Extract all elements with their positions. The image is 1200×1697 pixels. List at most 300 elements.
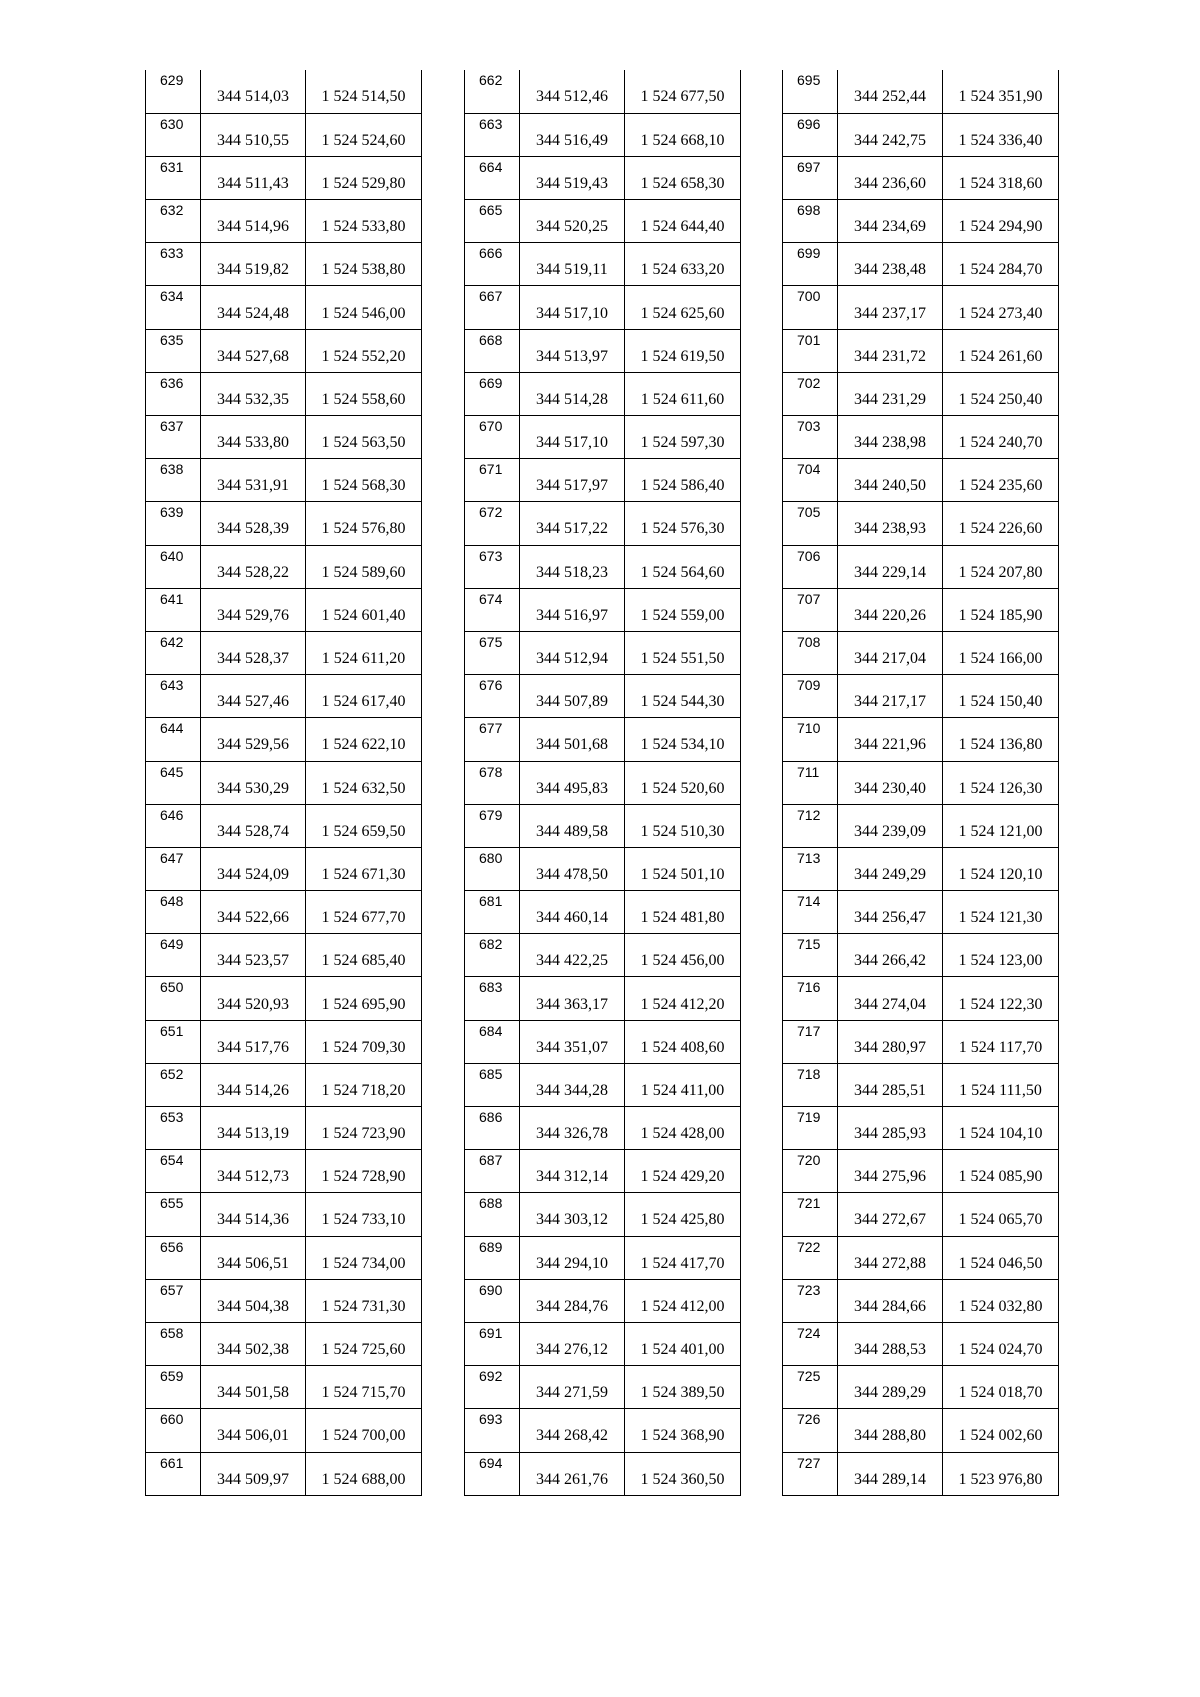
x-coordinate-text: 344 513,19 <box>217 1125 289 1143</box>
point-number-text: 637 <box>160 418 184 434</box>
point-number-cell <box>783 1236 838 1279</box>
point-number-text: 664 <box>479 158 503 175</box>
point-number-cell <box>146 631 201 674</box>
y-coordinate-text: 1 524 336,40 <box>958 131 1043 149</box>
y-coordinate-cell <box>943 286 1059 329</box>
x-coordinate-cell <box>201 1366 306 1409</box>
point-number-cell <box>146 416 201 459</box>
x-coordinate-text: 344 529,76 <box>217 606 289 624</box>
point-number-text: 692 <box>479 1368 503 1385</box>
x-coordinate-text: 344 532,35 <box>217 390 289 408</box>
point-number-text: 633 <box>160 245 184 262</box>
y-coordinate-cell <box>943 1193 1059 1236</box>
point-number-text: 656 <box>160 1238 184 1255</box>
x-coordinate-cell <box>520 545 625 588</box>
x-coordinate-cell <box>838 416 943 459</box>
y-coordinate-text: 1 524 546,00 <box>321 304 406 322</box>
point-number-cell <box>783 675 838 718</box>
y-coordinate-cell <box>943 1322 1059 1365</box>
point-number-text: 711 <box>797 763 820 780</box>
y-coordinate-cell <box>306 1193 422 1236</box>
table-row <box>465 1150 741 1193</box>
y-coordinate-cell <box>625 459 741 502</box>
table-row <box>465 718 741 761</box>
point-number-text: 670 <box>479 418 503 434</box>
table-row <box>465 1236 741 1279</box>
y-coordinate-text: 1 524 501,10 <box>640 865 725 883</box>
point-number-text: 710 <box>797 720 821 737</box>
x-coordinate-text: 344 520,93 <box>217 995 289 1013</box>
y-coordinate-cell <box>943 675 1059 718</box>
y-coordinate-text: 1 523 976,80 <box>958 1470 1043 1488</box>
point-number-text: 707 <box>797 590 821 607</box>
x-coordinate-text: 344 229,14 <box>854 563 926 581</box>
x-coordinate-text: 344 238,93 <box>854 520 926 538</box>
y-coordinate-text: 1 524 002,60 <box>958 1427 1043 1445</box>
table-row <box>465 1107 741 1150</box>
point-number-cell <box>783 113 838 156</box>
x-coordinate-text: 344 242,75 <box>854 131 926 149</box>
x-coordinate-text: 344 303,12 <box>536 1211 608 1229</box>
point-number-text: 686 <box>479 1109 503 1125</box>
table-row <box>465 1279 741 1322</box>
y-coordinate-cell <box>943 502 1059 545</box>
point-number-cell <box>783 1193 838 1236</box>
y-coordinate-cell <box>306 372 422 415</box>
y-coordinate-text: 1 524 563,50 <box>321 434 406 452</box>
point-number-text: 668 <box>479 331 503 348</box>
y-coordinate-cell <box>306 329 422 372</box>
x-coordinate-cell <box>838 847 943 890</box>
x-coordinate-cell <box>520 200 625 243</box>
y-coordinate-cell <box>943 70 1059 113</box>
point-number-text: 713 <box>797 849 821 866</box>
table-row <box>783 113 1059 156</box>
x-coordinate-cell <box>520 1236 625 1279</box>
y-coordinate-cell <box>625 70 741 113</box>
x-coordinate-cell <box>838 1020 943 1063</box>
point-number-text: 632 <box>160 202 184 219</box>
point-number-text: 662 <box>479 72 503 88</box>
point-number-text: 695 <box>797 72 821 88</box>
x-coordinate-text: 344 284,76 <box>536 1297 608 1315</box>
y-coordinate-text: 1 524 644,40 <box>640 218 725 236</box>
x-coordinate-text: 344 533,80 <box>217 434 289 452</box>
y-coordinate-cell <box>625 416 741 459</box>
x-coordinate-cell <box>201 1150 306 1193</box>
table-row <box>783 372 1059 415</box>
x-coordinate-cell <box>201 761 306 804</box>
point-number-cell <box>465 588 520 631</box>
point-number-text: 726 <box>797 1411 821 1428</box>
point-number-cell <box>146 502 201 545</box>
x-coordinate-text: 344 351,07 <box>536 1038 608 1056</box>
x-coordinate-text: 344 502,38 <box>217 1341 289 1359</box>
y-coordinate-text: 1 524 351,90 <box>958 88 1043 106</box>
y-coordinate-cell <box>306 286 422 329</box>
x-coordinate-text: 344 509,97 <box>217 1470 289 1488</box>
x-coordinate-text: 344 522,66 <box>217 909 289 927</box>
point-number-cell <box>783 329 838 372</box>
y-coordinate-cell <box>943 1236 1059 1279</box>
point-number-text: 660 <box>160 1411 184 1428</box>
point-number-cell <box>783 372 838 415</box>
y-coordinate-text: 1 524 261,60 <box>958 347 1043 365</box>
x-coordinate-cell <box>838 1366 943 1409</box>
table-row <box>146 1193 422 1236</box>
y-coordinate-text: 1 524 551,50 <box>640 650 725 668</box>
x-coordinate-cell <box>201 847 306 890</box>
point-number-cell <box>783 545 838 588</box>
y-coordinate-cell <box>943 847 1059 890</box>
y-coordinate-cell <box>306 502 422 545</box>
point-number-text: 716 <box>797 979 821 996</box>
y-coordinate-cell <box>943 1366 1059 1409</box>
y-coordinate-cell <box>306 1366 422 1409</box>
coordinate-table-3 <box>782 70 1059 1496</box>
coordinate-table-1 <box>145 70 422 1496</box>
x-coordinate-text: 344 501,68 <box>536 736 608 754</box>
point-number-text: 696 <box>797 115 821 132</box>
x-coordinate-text: 344 528,39 <box>217 520 289 538</box>
table-row <box>783 459 1059 502</box>
point-number-text: 709 <box>797 677 821 694</box>
x-coordinate-cell <box>520 1322 625 1365</box>
x-coordinate-cell <box>838 113 943 156</box>
point-number-cell <box>146 243 201 286</box>
point-number-text: 693 <box>479 1411 503 1428</box>
y-coordinate-cell <box>943 1107 1059 1150</box>
table-row <box>465 891 741 934</box>
table-row <box>783 934 1059 977</box>
y-coordinate-text: 1 524 534,10 <box>640 736 725 754</box>
table-row <box>783 502 1059 545</box>
point-number-cell <box>146 1409 201 1452</box>
y-coordinate-text: 1 524 408,60 <box>640 1038 725 1056</box>
y-coordinate-cell <box>306 1107 422 1150</box>
x-coordinate-cell <box>838 675 943 718</box>
y-coordinate-cell <box>625 372 741 415</box>
x-coordinate-cell <box>520 588 625 631</box>
y-coordinate-cell <box>943 156 1059 199</box>
y-coordinate-cell <box>306 718 422 761</box>
y-coordinate-cell <box>943 1279 1059 1322</box>
table-row <box>146 502 422 545</box>
x-coordinate-text: 344 489,58 <box>536 822 608 840</box>
point-number-text: 655 <box>160 1195 184 1212</box>
point-number-text: 700 <box>797 288 821 305</box>
point-number-cell <box>783 243 838 286</box>
point-number-cell <box>783 718 838 761</box>
table-row <box>146 588 422 631</box>
point-number-cell <box>783 1409 838 1452</box>
point-number-text: 658 <box>160 1324 184 1341</box>
x-coordinate-text: 344 252,44 <box>854 88 926 106</box>
x-coordinate-cell <box>838 156 943 199</box>
y-coordinate-cell <box>943 588 1059 631</box>
table-row <box>465 934 741 977</box>
y-coordinate-text: 1 524 481,80 <box>640 909 725 927</box>
table-row <box>783 1279 1059 1322</box>
x-coordinate-cell <box>201 416 306 459</box>
y-coordinate-text: 1 524 046,50 <box>958 1254 1043 1272</box>
table-row <box>783 286 1059 329</box>
x-coordinate-cell <box>520 804 625 847</box>
x-coordinate-cell <box>838 1150 943 1193</box>
x-coordinate-cell <box>520 675 625 718</box>
point-number-cell <box>465 286 520 329</box>
y-coordinate-text: 1 524 559,00 <box>640 606 725 624</box>
point-number-text: 644 <box>160 720 184 737</box>
point-number-text: 663 <box>479 115 503 132</box>
x-coordinate-text: 344 517,76 <box>217 1038 289 1056</box>
y-coordinate-text: 1 524 611,20 <box>321 650 406 668</box>
x-coordinate-text: 344 510,55 <box>217 131 289 149</box>
x-coordinate-text: 344 234,69 <box>854 218 926 236</box>
point-number-text: 665 <box>479 202 503 219</box>
point-number-cell <box>465 761 520 804</box>
table-row <box>146 1063 422 1106</box>
y-coordinate-text: 1 524 428,00 <box>640 1125 725 1143</box>
point-number-text: 714 <box>797 893 821 910</box>
x-coordinate-cell <box>838 631 943 674</box>
point-number-text: 708 <box>797 633 821 650</box>
table-row <box>146 329 422 372</box>
y-coordinate-cell <box>625 1452 741 1495</box>
y-coordinate-text: 1 524 576,30 <box>640 520 725 538</box>
table-row <box>146 977 422 1020</box>
y-coordinate-cell <box>625 1150 741 1193</box>
x-coordinate-cell <box>838 70 943 113</box>
table-row <box>465 1409 741 1452</box>
x-coordinate-text: 344 266,42 <box>854 952 926 970</box>
y-coordinate-text: 1 524 294,90 <box>958 218 1043 236</box>
x-coordinate-cell <box>520 977 625 1020</box>
table-row <box>465 1020 741 1063</box>
y-coordinate-text: 1 524 668,10 <box>640 131 725 149</box>
y-coordinate-cell <box>625 329 741 372</box>
point-number-cell <box>465 1279 520 1322</box>
x-coordinate-text: 344 518,23 <box>536 563 608 581</box>
point-number-cell <box>465 1020 520 1063</box>
point-number-cell <box>146 545 201 588</box>
point-number-text: 724 <box>797 1324 821 1341</box>
y-coordinate-text: 1 524 733,10 <box>321 1211 406 1229</box>
y-coordinate-text: 1 524 514,50 <box>321 88 406 106</box>
x-coordinate-text: 344 495,83 <box>536 779 608 797</box>
x-coordinate-cell <box>838 1279 943 1322</box>
table-row <box>146 70 422 113</box>
point-number-cell <box>783 70 838 113</box>
x-coordinate-text: 344 289,29 <box>854 1384 926 1402</box>
x-coordinate-text: 344 523,57 <box>217 952 289 970</box>
point-number-cell <box>465 1409 520 1452</box>
x-coordinate-cell <box>201 70 306 113</box>
point-number-text: 702 <box>797 374 821 391</box>
point-number-cell <box>783 847 838 890</box>
x-coordinate-text: 344 514,03 <box>217 88 289 106</box>
point-number-text: 666 <box>479 245 503 262</box>
point-number-cell <box>465 545 520 588</box>
y-coordinate-text: 1 524 552,20 <box>321 347 406 365</box>
y-coordinate-cell <box>625 847 741 890</box>
table-row <box>146 1279 422 1322</box>
x-coordinate-text: 344 326,78 <box>536 1125 608 1143</box>
table-row <box>465 113 741 156</box>
y-coordinate-cell <box>943 718 1059 761</box>
point-number-text: 651 <box>160 1022 184 1039</box>
table-row <box>146 243 422 286</box>
y-coordinate-cell <box>943 631 1059 674</box>
point-number-cell <box>783 977 838 1020</box>
x-coordinate-text: 344 271,59 <box>536 1384 608 1402</box>
x-coordinate-text: 344 519,82 <box>217 261 289 279</box>
y-coordinate-cell <box>306 243 422 286</box>
x-coordinate-text: 344 516,97 <box>536 606 608 624</box>
x-coordinate-text: 344 238,98 <box>854 434 926 452</box>
y-coordinate-cell <box>943 1020 1059 1063</box>
point-number-cell <box>783 934 838 977</box>
x-coordinate-text: 344 280,97 <box>854 1038 926 1056</box>
point-number-cell <box>146 718 201 761</box>
y-coordinate-text: 1 524 617,40 <box>321 693 406 711</box>
x-coordinate-cell <box>201 1452 306 1495</box>
x-coordinate-text: 344 528,74 <box>217 822 289 840</box>
x-coordinate-cell <box>838 1107 943 1150</box>
x-coordinate-text: 344 285,93 <box>854 1125 926 1143</box>
x-coordinate-text: 344 288,53 <box>854 1341 926 1359</box>
y-coordinate-cell <box>306 1020 422 1063</box>
y-coordinate-text: 1 524 529,80 <box>321 174 406 192</box>
point-number-cell <box>465 891 520 934</box>
point-number-text: 636 <box>160 374 184 391</box>
y-coordinate-cell <box>306 631 422 674</box>
table-row <box>783 847 1059 890</box>
y-coordinate-text: 1 524 207,80 <box>958 563 1043 581</box>
y-coordinate-cell <box>306 588 422 631</box>
y-coordinate-cell <box>943 1409 1059 1452</box>
y-coordinate-cell <box>306 934 422 977</box>
y-coordinate-text: 1 524 104,10 <box>958 1125 1043 1143</box>
x-coordinate-cell <box>838 1409 943 1452</box>
table-row <box>783 1063 1059 1106</box>
point-number-text: 631 <box>160 158 184 175</box>
x-coordinate-text: 344 514,26 <box>217 1081 289 1099</box>
point-number-cell <box>465 631 520 674</box>
point-number-cell <box>146 372 201 415</box>
x-coordinate-cell <box>838 1063 943 1106</box>
x-coordinate-cell <box>520 329 625 372</box>
x-coordinate-text: 344 344,28 <box>536 1081 608 1099</box>
table-row <box>146 416 422 459</box>
x-coordinate-text: 344 231,29 <box>854 390 926 408</box>
y-coordinate-text: 1 524 273,40 <box>958 304 1043 322</box>
x-coordinate-cell <box>520 1107 625 1150</box>
y-coordinate-cell <box>306 1236 422 1279</box>
point-number-cell <box>465 1193 520 1236</box>
y-coordinate-cell <box>625 1020 741 1063</box>
x-coordinate-cell <box>838 588 943 631</box>
point-number-cell <box>465 977 520 1020</box>
x-coordinate-cell <box>201 1322 306 1365</box>
point-number-text: 652 <box>160 1065 184 1082</box>
x-coordinate-text: 344 528,22 <box>217 563 289 581</box>
point-number-cell <box>783 416 838 459</box>
point-number-text: 691 <box>479 1324 503 1341</box>
point-number-cell <box>146 459 201 502</box>
x-coordinate-text: 344 529,56 <box>217 736 289 754</box>
y-coordinate-cell <box>306 977 422 1020</box>
y-coordinate-cell <box>943 891 1059 934</box>
y-coordinate-text: 1 524 136,80 <box>958 736 1043 754</box>
point-number-cell <box>146 1366 201 1409</box>
x-coordinate-cell <box>520 502 625 545</box>
point-number-cell <box>146 891 201 934</box>
table-row <box>465 675 741 718</box>
coordinate-table-2 <box>464 70 741 1496</box>
x-coordinate-text: 344 530,29 <box>217 779 289 797</box>
point-number-cell <box>783 1107 838 1150</box>
y-coordinate-text: 1 524 284,70 <box>958 261 1043 279</box>
x-coordinate-cell <box>838 243 943 286</box>
y-coordinate-cell <box>306 1150 422 1193</box>
y-coordinate-text: 1 524 520,60 <box>640 779 725 797</box>
y-coordinate-cell <box>625 588 741 631</box>
point-number-text: 659 <box>160 1368 184 1385</box>
y-coordinate-text: 1 524 671,30 <box>321 865 406 883</box>
table-row <box>783 977 1059 1020</box>
y-coordinate-cell <box>943 1150 1059 1193</box>
point-number-text: 681 <box>479 893 503 910</box>
point-number-cell <box>465 1452 520 1495</box>
point-number-cell <box>465 675 520 718</box>
point-number-text: 654 <box>160 1152 184 1169</box>
table-row <box>465 156 741 199</box>
x-coordinate-text: 344 237,17 <box>854 304 926 322</box>
x-coordinate-text: 344 288,80 <box>854 1427 926 1445</box>
x-coordinate-cell <box>838 372 943 415</box>
x-coordinate-cell <box>201 1107 306 1150</box>
point-number-text: 725 <box>797 1368 821 1385</box>
x-coordinate-cell <box>520 761 625 804</box>
point-number-text: 721 <box>797 1195 821 1212</box>
x-coordinate-cell <box>520 1366 625 1409</box>
y-coordinate-text: 1 524 538,80 <box>321 261 406 279</box>
x-coordinate-text: 344 240,50 <box>854 477 926 495</box>
y-coordinate-text: 1 524 659,50 <box>321 822 406 840</box>
x-coordinate-text: 344 512,46 <box>536 88 608 106</box>
x-coordinate-text: 344 294,10 <box>536 1254 608 1272</box>
point-number-text: 675 <box>479 633 503 650</box>
x-coordinate-text: 344 513,97 <box>536 347 608 365</box>
x-coordinate-text: 344 531,91 <box>217 477 289 495</box>
point-number-cell <box>146 1452 201 1495</box>
point-number-cell <box>146 1193 201 1236</box>
y-coordinate-text: 1 524 024,70 <box>958 1341 1043 1359</box>
y-coordinate-text: 1 524 688,00 <box>321 1470 406 1488</box>
y-coordinate-text: 1 524 166,00 <box>958 650 1043 668</box>
y-coordinate-cell <box>943 804 1059 847</box>
y-coordinate-text: 1 524 235,60 <box>958 477 1043 495</box>
x-coordinate-cell <box>838 329 943 372</box>
x-coordinate-cell <box>201 545 306 588</box>
point-number-text: 649 <box>160 936 184 953</box>
y-coordinate-cell <box>306 545 422 588</box>
x-coordinate-text: 344 272,67 <box>854 1211 926 1229</box>
y-coordinate-cell <box>306 416 422 459</box>
point-number-cell <box>783 631 838 674</box>
y-coordinate-text: 1 524 586,40 <box>640 477 725 495</box>
